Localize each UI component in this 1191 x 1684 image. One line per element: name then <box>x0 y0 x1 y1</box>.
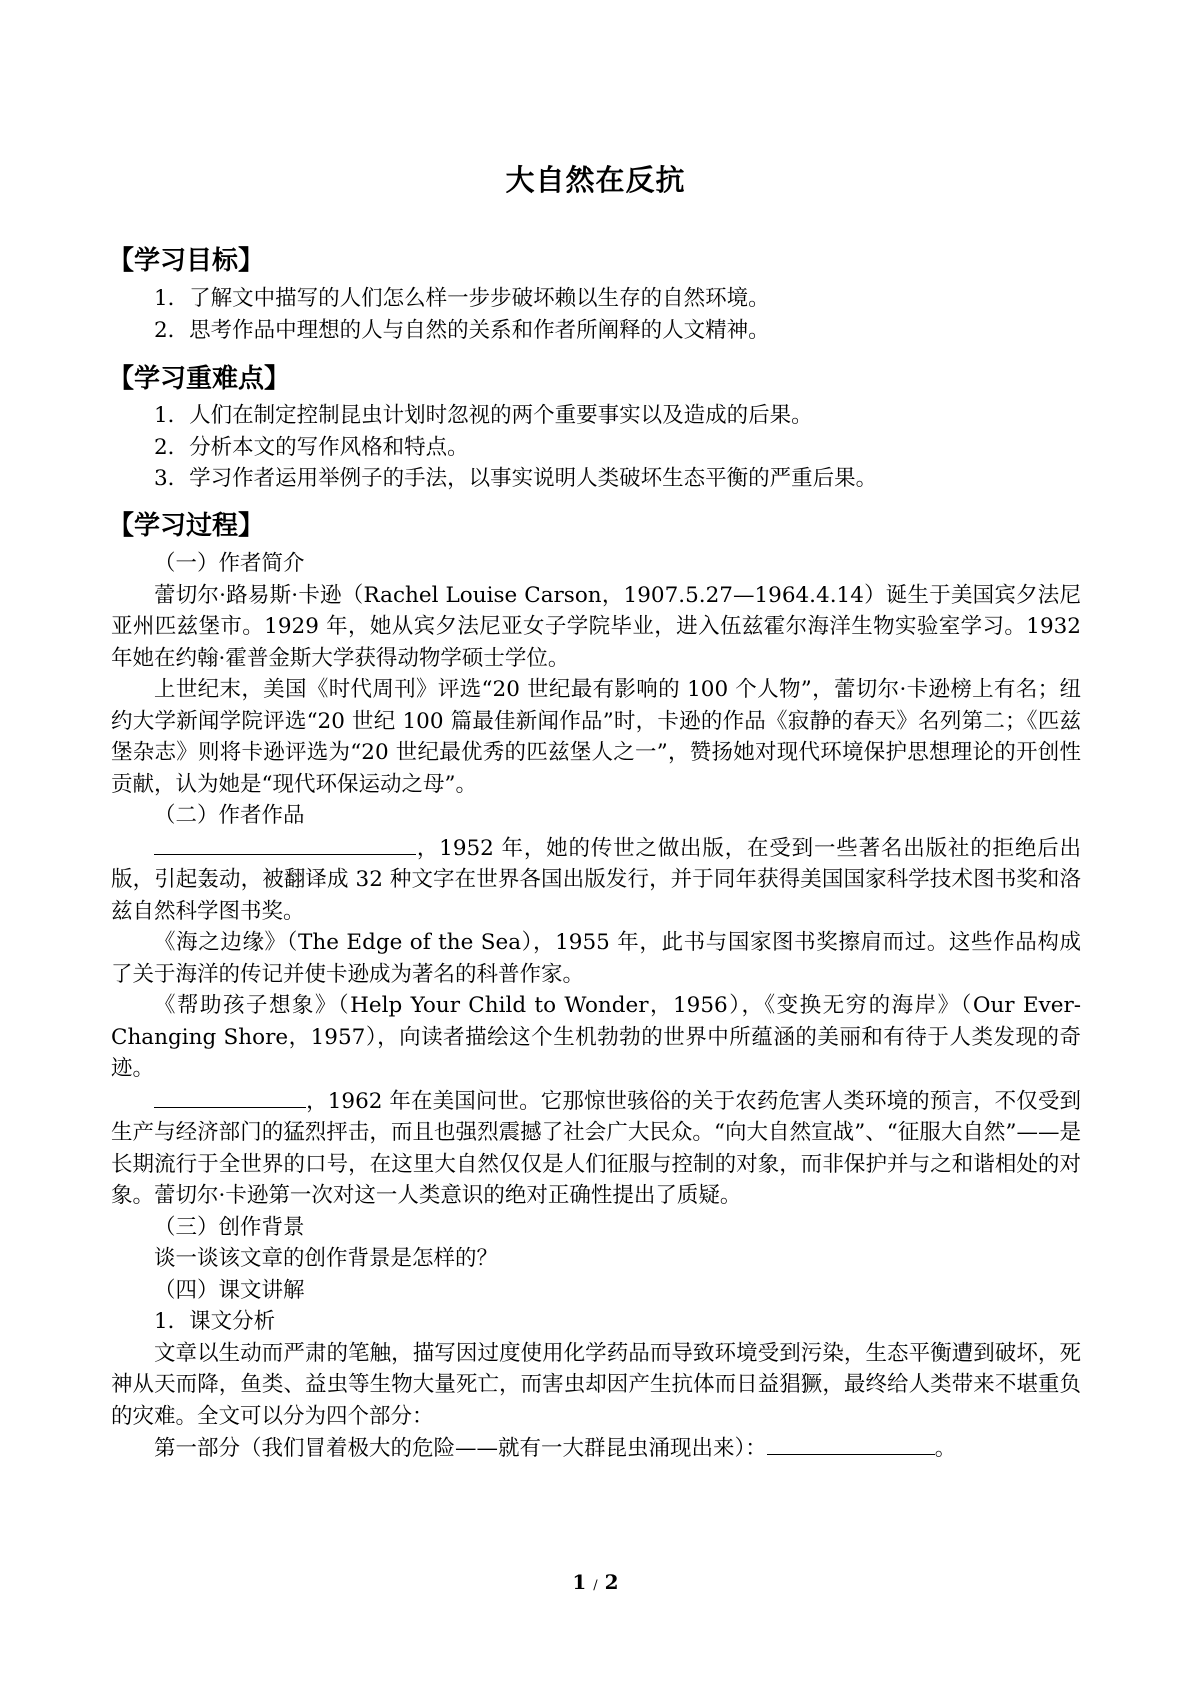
key-points-heading: 【学习重难点】 <box>108 364 291 394</box>
background-question: 谈一谈该文章的创作背景是怎样的？ <box>154 1246 499 1271</box>
key-points-list <box>111 400 1081 495</box>
fill-blank-silent-spring[interactable] <box>154 1085 306 1108</box>
process-body <box>111 548 1081 1465</box>
objectives-heading: 【学习目标】 <box>108 246 265 276</box>
fill-blank-book-title[interactable] <box>154 832 416 855</box>
author-honors-paragraph: 上世纪末，美国《时代周刊》评选“20 世纪最有影响的 100 个人物”，蕾切尔·卡逊榜上有名；纽约大学新闻学院评选“20 世纪 100 篇最佳新闻作品”时，卡逊的作品《寂静的春天》名列第二；《匹兹堡杂志》则将卡逊评选为“20 世纪最优秀的匹兹堡人之一”，赞扬她对现代环境保护思想理论的开创性贡献，认为她是“现代环保运动之母”。 <box>111 677 1081 797</box>
works-paragraph-2: 《海之边缘》（The Edge of the Sea），1955 年，此书与国家图书奖擦肩而过。这些作品构成了关于海洋的传记并使卡逊成为著名的科普作家。 <box>111 930 1081 987</box>
subheading-analysis: 1．课文分析 <box>154 1309 276 1334</box>
subheading-background: （三）创作背景 <box>154 1214 305 1240</box>
subheading-lesson: （四）课文讲解 <box>154 1277 305 1303</box>
works-paragraph-3: 《帮助孩子想象》（Help Your Child to Wonder，1956），《变换无穷的海岸》（Our Ever-Changing Shore，1957），向读者描绘这个生机勃勃的世界中所蕴涵的美丽和有待于人类发现的奇迹。 <box>111 993 1081 1081</box>
page-number: 1 / 2 <box>572 1570 619 1594</box>
author-bio-paragraph: 蕾切尔·路易斯·卡逊（Rachel Louise Carson，1907.5.27—1964.4.14）诞生于美国宾夕法尼亚州匹兹堡市。1929 年，她从宾夕法尼亚女子学院毕业，进入伍兹霍尔海洋生物实验室学习。1932 年她在约翰·霍普金斯大学获得动物学硕士学位。 <box>111 582 1081 671</box>
part-one-line: 第一部分（我们冒着极大的危险——就有一大群昆虫涌现出来）： 。 <box>111 1432 1081 1465</box>
key-point-item: 2．分析本文的写作风格和特点。 <box>154 434 469 460</box>
analysis-paragraph: 文章以生动而严肃的笔触，描写因过度使用化学药品而导致环境受到污染，生态平衡遭到破坏，死神从天而降，鱼类、益虫等生物大量死亡，而害虫却因产生抗体而日益猖獗，最终给人类带来不堪重负的灾难。全文可以分为四个部分： <box>111 1340 1081 1429</box>
process-heading: 【学习过程】 <box>108 511 265 541</box>
works-paragraph-1: ，1952 年，她的传世之做出版，在受到一些著名出版社的拒绝后出版，引起轰动，被翻译成 32 种文字在世界各国出版发行，并于同年获得美国国家科学技术图书奖和洛兹自然科学图书奖。 <box>111 832 1081 928</box>
objective-item: 2．思考作品中理想的人与自然的关系和作者所阐释的人文精神。 <box>154 317 770 343</box>
works-paragraph-4: ，1962 年在美国问世。它那惊世骇俗的关于农药危害人类环境的预言，不仅受到生产与经济部门的猛烈抨击，而且也强烈震撼了社会广大民众。“向大自然宣战”、“征服大自然”——是长期流行于全世界的口号，在这里大自然仅仅是人们征服与控制的对象，而非保护并与之和谐相处的对象。蕾切尔·卡逊第一次对这一人类意识的绝对正确性提出了质疑。 <box>111 1085 1081 1212</box>
objective-item: 1．了解文中描写的人们怎么样一步步破坏赖以生存的自然环境。 <box>154 286 770 311</box>
subheading-author-works: （二）作者作品 <box>154 803 305 828</box>
key-point-item: 3．学习作者运用举例子的手法，以事实说明人类破坏生态平衡的严重后果。 <box>154 466 878 491</box>
key-point-item: 1．人们在制定控制昆虫计划时忽视的两个重要事实以及造成的后果。 <box>154 403 813 428</box>
document-title: 大自然在反抗 <box>505 163 686 197</box>
objectives-list <box>111 283 1081 346</box>
fill-blank-part-one[interactable] <box>767 1432 935 1455</box>
subheading-author-intro: （一）作者简介 <box>154 551 305 576</box>
